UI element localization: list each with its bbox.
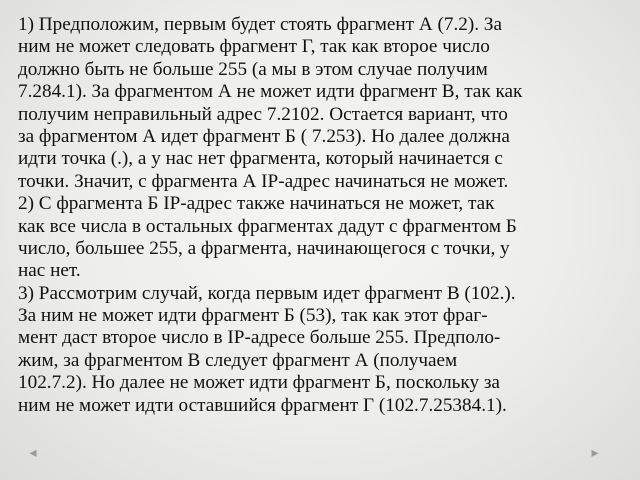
text-line: ним не может следовать фрагмент Г, так как второе число — [18, 36, 490, 58]
text-line: 2) С фрагмента Б IP-адрес также начинаться не может, так — [18, 193, 495, 215]
text-line: За ним не может идти фрагмент Б (53), так как этот фраг- — [18, 305, 488, 327]
text-line: 1) Предположим, первым будет стоять фрагмент А (7.2). За — [18, 14, 503, 35]
text-line: жим, за фрагментом В следует фрагмент А (получаем — [18, 349, 458, 371]
text-line: нас нет. — [18, 260, 81, 282]
text-line: за фрагментом А идет фрагмент Б ( 7.253). Но далее должна — [18, 125, 510, 147]
text-line: 7.284.1). За фрагментом А не может идти фрагмент В, так как — [18, 81, 523, 103]
document-text — [18, 14, 630, 417]
text-line: точки. Значит, с фрагмента А IP-адрес начинаться не может. — [18, 170, 509, 192]
text-line: как все числа в остальных фрагментах дадут с фрагментом Б — [18, 215, 517, 237]
previous-slide-icon[interactable]: ◂ — [29, 445, 37, 461]
text-line: мент даст второе число в IP-адресе больше 255. Предполо- — [18, 327, 501, 349]
text-line: идти точка (.), а у нас нет фрагмента, который начинается с — [18, 148, 503, 170]
text-line: 102.7.2). Но далее не может идти фрагмент Б, поскольку за — [18, 372, 500, 394]
text-line: получим неправильный адрес 7.2102. Остается вариант, что — [18, 103, 508, 125]
text-line: 3) Рассмотрим случай, когда первым идет фрагмент В (102.). — [18, 282, 516, 304]
text-line: число, большее 255, а фрагмента, начинающегося с точки, у — [18, 237, 510, 259]
next-slide-icon[interactable]: ▸ — [591, 445, 599, 461]
text-line: ним не может идти оставшийся фрагмент Г (102.7.25384.1). — [18, 394, 507, 416]
text-line: должно быть не больше 255 (а мы в этом случае получим — [18, 58, 488, 80]
